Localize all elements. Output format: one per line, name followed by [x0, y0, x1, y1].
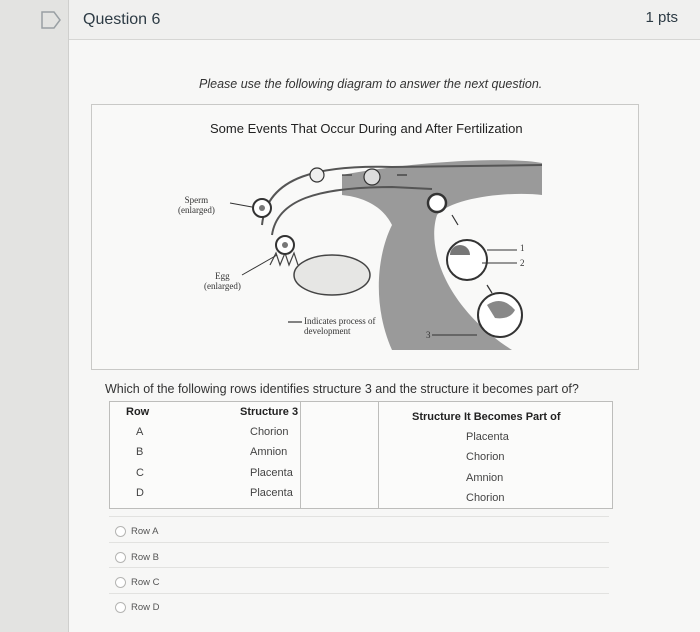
label-2: 2	[520, 258, 525, 268]
header-row: Row	[126, 406, 150, 418]
diagram-title: Some Events That Occur During and After Fertilization	[210, 121, 523, 136]
row-a-label: A	[136, 426, 144, 438]
row-d-label: D	[136, 487, 144, 499]
question-points: 1 pts	[645, 9, 678, 26]
row-c-structure: Placenta	[250, 467, 293, 479]
left-gutter	[0, 0, 68, 632]
radio-button[interactable]	[115, 577, 126, 588]
row-b-becomes: Chorion	[466, 451, 505, 463]
row-a-structure: Chorion	[250, 426, 289, 438]
question-header	[69, 0, 700, 40]
row-b-structure: Amnion	[250, 446, 288, 458]
option-divider	[109, 593, 609, 594]
option-label: Row D	[131, 601, 160, 613]
sperm-label: Sperm (enlarged)	[178, 195, 215, 215]
table-divider	[300, 402, 301, 508]
ovary	[294, 255, 370, 295]
option-row-c[interactable]	[115, 574, 160, 590]
option-divider	[109, 542, 609, 543]
row-d-becomes: Chorion	[466, 492, 505, 504]
row-c-label: C	[136, 467, 144, 479]
radio-button[interactable]	[115, 552, 126, 563]
egg-pointer	[242, 255, 277, 275]
label-1: 1	[520, 243, 525, 253]
option-divider	[109, 567, 609, 568]
sperm-pointer	[230, 203, 252, 207]
fertilization-diagram	[91, 104, 639, 370]
header-structure-3: Structure 3	[240, 406, 299, 418]
process-arrow-4	[487, 285, 492, 293]
option-label: Row C	[131, 576, 160, 588]
question-prompt: Please use the following diagram to answer the next question.	[199, 77, 543, 91]
flag-question-icon[interactable]	[40, 10, 62, 30]
option-label: Row B	[131, 551, 159, 563]
legend-label: Indicates process of development	[304, 316, 376, 336]
process-arrow-3	[452, 215, 458, 225]
egg-label: Egg (enlarged)	[204, 271, 241, 291]
radio-button[interactable]	[115, 602, 126, 613]
option-row-d[interactable]	[115, 599, 160, 615]
label-3: 3	[426, 330, 431, 340]
zygote-two-cell	[310, 168, 324, 182]
option-divider	[109, 516, 609, 517]
option-row-a[interactable]	[115, 523, 158, 539]
row-d-structure: Placenta	[250, 487, 293, 499]
row-b-label: B	[136, 446, 144, 458]
egg-nucleus	[259, 205, 265, 211]
radio-button[interactable]	[115, 526, 126, 537]
table-divider	[378, 402, 379, 508]
question-card	[68, 0, 700, 632]
egg-nucleus-2	[282, 242, 288, 248]
row-c-becomes: Amnion	[466, 472, 504, 484]
option-label: Row A	[131, 525, 159, 537]
answer-table	[109, 401, 613, 509]
header-becomes-part-of: Structure It Becomes Part of	[412, 411, 561, 423]
option-row-b[interactable]	[115, 549, 159, 565]
question-title: Question 6	[83, 11, 161, 28]
question-text: Which of the following rows identifies structure 3 and the structure it becomes part of?	[105, 382, 579, 396]
blastocyst	[428, 194, 446, 212]
implanting-embryo	[447, 240, 487, 280]
row-a-becomes: Placenta	[466, 431, 509, 443]
morula	[364, 169, 380, 185]
